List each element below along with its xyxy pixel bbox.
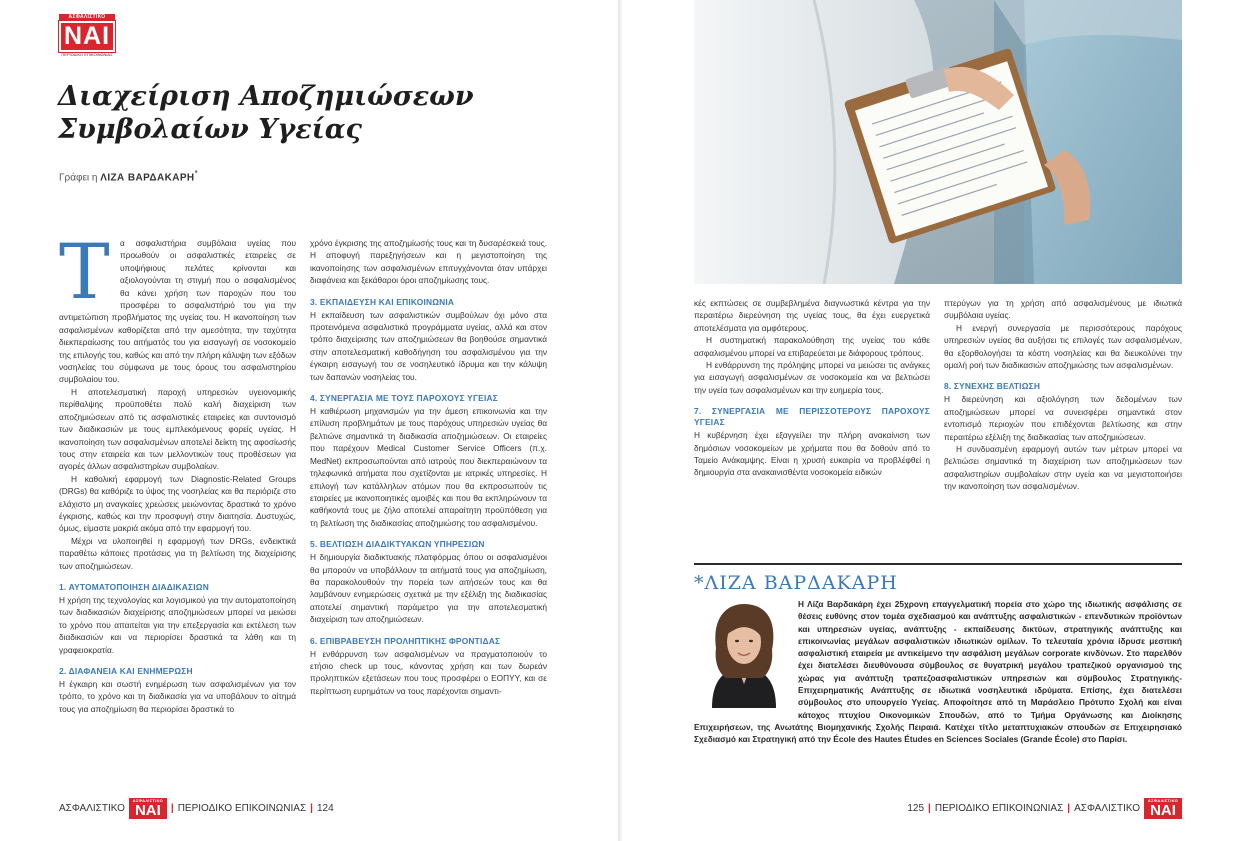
paragraph: Η ενθάρρυνση της πρόληψης μπορεί να μειώσει τις ανάγκες για εισαγωγή ασφαλισμένων σε νοσοκομεία και να βελτιώσει την υγεία των ασφαλισμένων και την ευημερία τους. bbox=[694, 360, 930, 395]
article-column-2 bbox=[310, 237, 547, 777]
title-line-2: Συμβολαίων Υγείας bbox=[58, 114, 362, 145]
paragraph: α ασφαλιστήρια συμβόλαια υγείας που προωθούν οι ασφαλιστικές εταιρείες σε υποψήφιους πελάτες κρίνονται και αξιολογούνται τη στιγμή που ο ασφαλισμένος θα κάνει χρήση των παροχών που του προσφέρει το ασφαλιστήριό του για την αντιμετώπιση προβλήματος της υγείας του. Η ικανοποίηση των ασφαλισμένων καθορίζεται από την αμεσότητα, την ταχύτητα διεκπεραίωσης του αιτήματός του για εισαγωγή σε νοσοκομείο της επιλογής του, καθώς και από την πλήρη κάλυψη των εξόδων νοσηλείας του σύμφωνα με τους όρους του ασφαλιστηρίου συμβολαίου του. bbox=[59, 238, 296, 385]
brand-logo bbox=[59, 14, 115, 58]
logo-subtitle: ΠΕΡΙΟΔΙΚΟ ΕΠΙΚΟΙΝΩΝΙΑΣ bbox=[61, 52, 113, 57]
bio-text-block bbox=[694, 598, 1182, 746]
doctor-clipboard-photo bbox=[694, 0, 1182, 284]
paragraph: Η κυβέρνηση έχει εξαγγείλει την πλήρη ανακαίνιση των δημόσιων νοσοκομείων με χρήματα που θα δοθούν από το Ταμείο Ανάκαμψης. Είναι η χρυσή ευκαιρία να προβλέφθεί η δημιουργία στα ανακαινισθέντα νοσοκομεία ειδικών bbox=[694, 430, 930, 478]
paragraph: Μέχρι να υλοποιηθεί η εφαρμογή των DRGs, ενδεικτικά παραθέτω κάποιες προτάσεις για τη βελτίωση της διαχείρισης των αποζημιώσεων. bbox=[59, 535, 296, 571]
footer-right bbox=[907, 798, 1182, 819]
photo-illustration bbox=[694, 0, 1182, 284]
footer-magazine: ΑΣΦΑΛΙΣΤΙΚΟ bbox=[59, 803, 125, 814]
article-column-3 bbox=[694, 297, 930, 557]
dropcap: Τ bbox=[59, 237, 110, 316]
section-heading: 4. ΣΥΝΕΡΓΑΣΙΑ ΜΕ ΤΟΥΣ ΠΑΡΟΧΟΥΣ ΥΓΕΙΑΣ bbox=[310, 393, 498, 404]
footer-separator: | bbox=[310, 803, 313, 814]
footer-logo-wordmark: ΝΑΙ bbox=[1144, 803, 1182, 819]
footer-magazine: ΑΣΦΑΛΙΣΤΙΚΟ bbox=[1074, 803, 1140, 814]
bio-divider bbox=[694, 563, 1182, 565]
footer-logo-superscript: ΑΣΦΑΛΙΣΤΙΚΟ bbox=[1144, 798, 1182, 803]
paragraph: Η δημιουργία διαδικτυακής πλατφόρμας όπου οι ασφαλισμένοι θα μπορούν να υποβάλλουν τα αιτήματά τους για αποζημίωση, θα παρακολουθούν την πορεία των αιτήσεών τους και θα λαμβάνουν ενημερώσεις σχετικά με την εξέλιξη της διαδικασίας αποτελεί σημαντική παράμετρο για την αποτελεσματική διαχείριση των αποζημιώσεων. bbox=[310, 552, 547, 625]
paragraph: Η διερεύνηση και αξιολόγηση των δεδομένων των αποζημιώσεων μπορεί να συνεισφέρει σημαντικά στον εντοπισμό περιοχών που επιδέχονται βελτίωσης και στην περαιτέρω εξέλιξη της διαδικασίας των αποζημιώσεων. bbox=[944, 394, 1182, 442]
paragraph: Η συστηματική παρακολούθηση της υγείας του κάθε ασφαλισμένου μπορεί να επιβαρεύεται με διάφορους τρόπους. bbox=[694, 335, 930, 358]
footer-logo-wordmark: ΝΑΙ bbox=[129, 803, 167, 819]
bio-author-name: *ΛΙΖΑ ΒΑΡΔΑΚΑΡΗ bbox=[694, 572, 898, 594]
section-heading: 3. ΕΚΠΑΙΔΕΥΣΗ ΚΑΙ ΕΠΙΚΟΙΝΩΝΙΑ bbox=[310, 296, 455, 307]
paragraph: Η καθολική εφαρμογή των Diagnostic-Related Groups (DRGs) θα καθόριζε το ύψος της νοσηλείας και θα περιόριζε στο ελάχιστο μη αναγκαίες χρεώσεις μειώνοντας δραστικά το χρόνο έγκρισης, καθώς και την προσφυγή στην διαιτησία. Δυστυχώς, όμως, είμαστε μακριά ακόμα από την εφαρμογή του. bbox=[59, 473, 296, 534]
footer-left bbox=[59, 798, 334, 819]
footer-section: ΠΕΡΙΟΔΙΚΟ ΕΠΙΚΟΙΝΩΝΙΑΣ bbox=[177, 803, 307, 814]
paragraph: Η εκπαίδευση των ασφαλιστικών συμβούλων όχι μόνο στα προτεινόμενα ασφαλιστικά προγράμματα υγείας, αλλά και στον τρόπο διαχείρισης των αποζημιώσεων θα βοηθούσε σημαντικά στην αποτελεσματική καθοδήγηση του ασφαλισμένου για την έγκαιρη εισαγωγή του σε νοσηλευτικό ίδρυμα και την κάλυψη των δαπανών νοσηλείας του. bbox=[310, 309, 547, 382]
footer-separator: | bbox=[1067, 803, 1071, 814]
paragraph: Η συνδυασμένη εφαρμογή αυτών των μέτρων μπορεί να βελτιώσει σημαντικά τη διαχείριση των αποζημιώσεων των ασφαλιστηρίων συμβολαίων στην υγεία και να μεγιστοποιήσει την ικανοποίηση των ασφαλισμένων. bbox=[944, 444, 1182, 492]
paragraph: Η χρήση της τεχνολογίας και λογισμικού για την αυτοματοποίηση των διαδικασιών διαχείρισης αποζημιώσεων μπορεί να μειώσει το χρόνο που απαιτείται για την επεξεργασία και εκτέλεση των διαδικασιών και να περιορίσει δραστικά τα λάθη και τη γραφειοκρατία. bbox=[59, 594, 296, 655]
footer-logo-superscript: ΑΣΦΑΛΙΣΤΙΚΟ bbox=[129, 798, 167, 803]
section-heading: 1. ΑΥΤΟΜΑΤΟΠΟΙΗΣΗ ΔΙΑΔΙΚΑΣΙΩΝ bbox=[59, 581, 209, 592]
footer-logo bbox=[1144, 798, 1182, 819]
article-column-4 bbox=[944, 297, 1182, 557]
paragraph: Η ενθάρρυνση των ασφαλισμένων να πραγματοποιούν το ετήσιο check up τους, κάνοντας χρήση και των δωρεάν προληπτικών εξετάσεων που τους προσφέρει ο ΕΟΠΥΥ, και σε περίπτωση ευρημάτων να τους παρέχονται σημαντι- bbox=[310, 648, 547, 696]
byline bbox=[59, 168, 198, 183]
section-heading: 7. ΣΥΝΕΡΓΑΣΙΑ ΜΕ ΠΕΡΙΣΣΟΤΕΡΟΥΣ ΠΑΡΟΧΟΥΣ ΥΓΕΙΑΣ bbox=[694, 406, 930, 428]
footer-page-number: 125 bbox=[907, 803, 925, 814]
paragraph: πτερύγων για τη χρήση από ασφαλισμένους με ιδιωτικά συμβόλαια υγείας. bbox=[944, 298, 1182, 321]
dropcap-container bbox=[59, 237, 115, 316]
byline-author: ΛΙΖΑ ΒΑΡΔΑΚΑΡΗ bbox=[100, 172, 195, 184]
bio-photo-spacer bbox=[694, 598, 798, 712]
footer-separator: | bbox=[928, 803, 931, 814]
bio-text: Η Λίζα Βαρδακάρη έχει 25χρονη επαγγελματική πορεία στο χώρο της ιδιωτικής ασφάλισης σε θέσεις ευθύνης στον τομέα σχεδιασμού και ανάπτυξης ασφαλιστικών - επενδυτικών προϊόντων και υπηρεσιών υγείας, ανάπτυξης - εκπαίδευσης δικτύων, στρατηγικής ανάπτυξης και επικοινωνίας μεγάλων ασφαλιστικών ιδιωτικών ομίλων. Το τελευταία χρόνια ίδρυσε μεσιτική ασφαλιστική εταιρεία με αντικείμενο την ασφάλιση μεγάλων corporate κινδύνων. Στο παρελθόν έχει διατελέσει διευθύνουσα σύμβουλος σε θυγατρική μεγάλου τραπεζικού οργανισμού της χώρας για ανάπτυξη τραπεζοασφαλιστικών υπηρεσιών και σύμβουλος Στρατηγικής-Επιχειρηματικής Ανάπτυξης σε ιδιωτικά νοσηλευτικά ιδρύματα. Επίσης, έχει διατελέσει σύμβουλος στο υπουργείο Υγείας. Αποφοίτησε από τη Μαράσλειο Πρότυπο Σχολή και είναι κάτοχος πτυχίου Οικονομικών Σπουδών, από το Τμήμα Οργάνωσης και Διοίκησης Επιχειρήσεων, της Ανωτάτης Βιομηχανικής Σχολής Πειραιά. Κατέχει τίτλο μεταπτυχιακών σπουδών σε Επιχειρησιακό Σχεδιασμό και Στρατηγική από την École des Hautes Études en Sciences Sociales (Grande École) στο Παρίσι. bbox=[694, 599, 1182, 745]
section-heading: 5. ΒΕΛΤΙΩΣΗ ΔΙΑΔΙΚΤΥΑΚΩΝ ΥΠΗΡΕΣΙΩΝ bbox=[310, 539, 485, 550]
byline-mark: * bbox=[194, 168, 198, 178]
section-heading: 6. ΕΠΙΒΡΑΒΕΥΣΗ ΠΡΟΛΗΠΤΙΚΗΣ ΦΡΟΝΤΙΔΑΣ bbox=[310, 635, 501, 646]
section-heading: 2. ΔΙΑΦΑΝΕΙΑ ΚΑΙ ΕΝΗΜΕΡΩΣΗ bbox=[59, 666, 193, 676]
logo-superscript: ΑΣΦΑΛΙΣΤΙΚΟ bbox=[59, 14, 115, 21]
byline-label: Γράφει η bbox=[59, 172, 98, 184]
footer-separator: | bbox=[170, 803, 174, 814]
article-title bbox=[58, 80, 478, 146]
section-heading: 8. ΣΥΝΕΧΗΣ ΒΕΛΤΙΩΣΗ bbox=[944, 381, 1041, 392]
paragraph: Η ενεργή συνεργασία με περισσότερους παρόχους υπηρεσιών υγείας θα αυξήσει τις επιλογές των ασφαλισμένων, θα εξορθολογήσει τα κόστη νοσηλείας και θα διευκολύνει την ομαλή ροή των διαδικασιών αποζημιώσης των ασφαλισμένων. bbox=[944, 322, 1182, 371]
footer-page-number: 124 bbox=[316, 803, 334, 814]
paragraph: Η αποτελεσματική παροχή υπηρεσιών υγειονομικής περίθαλψης προϋποθέτει πολύ καλή διαχείριση των αποζημιώσεων από τις ασφαλιστικές εταιρείες και συντονισμό των διαδικασιών με τους εμπλεκόμενους φορείς υγείας. Η ικανοποίηση των ασφαλισμένων αποτελεί δείκτη της αφοσίωσής τους στην εταιρεία και των μελλοντικών τους προθέσεων για αγορές άλλων ασφαλιστηρίων συμβολαίων. bbox=[59, 386, 296, 472]
logo-wordmark: ΝΑΙ bbox=[59, 21, 115, 52]
paragraph: Η έγκαιρη και σωστή ενημέρωση των ασφαλισμένων για τον τρόπο, το χρόνο και τη διαδικασία για να υποβάλουν το αίτημά τους για αποζημίωση θα περιορίσει δραστικά το bbox=[59, 679, 296, 714]
paragraph: Η καθιέρωση μηχανισμών για την άμεση επικοινωνία και την επίλυση προβλημάτων με τους παρόχους υπηρεσιών υγείας θα βελτιώνε σημαντικά τη διαδικασία αποζημιώσεων. Οι εταιρείες που παρέχουν Medical Customer Service Officers (π.χ. MedNet) εκπροσωπούνται από ιατρούς που διεκπεραιώνουν τα τηλεφωνικά αιτήματα που σχετίζονται με ιατρικές υπηρεσίες. Η επιλογή των κατάλληλων ατόμων που θα εκπροσωπούν τις εταιρείες με ικανοποιητικές αμοιβές και που θα εκπληρώνουν τα καθήκοντά τους με ζήλο αποτελεί απαραίτητη προϋπόθεση για τη βελτίωση της διαδικασίας αποζημιώσης του ασφαλισμένου. bbox=[310, 406, 547, 528]
paragraph: χρόνο έγκρισης της αποζημίωσής τους και τη δυσαρέσκειά τους. Η αποφυγή παρεξηγήσεων και η μεγιστοποίηση της ικανοποίησης των ασφαλισμένων επιτυγχάνονται όταν υπάρχει διαφάνεια και ξεκάθαροι όροι αποζημίωσης τους. bbox=[310, 238, 547, 286]
footer-logo bbox=[129, 798, 167, 819]
page-gutter bbox=[618, 0, 622, 841]
article-column-1 bbox=[59, 237, 296, 777]
paragraph: κές εκπτώσεις σε συμβεβλημένα διαγνωστικά κέντρα για την περαιτέρω διερεύνηση της υγείας τους, θα έχει ευεργετικά αποτελέσματα για αμφότερους. bbox=[694, 298, 930, 333]
title-line-1: Διαχείριση Αποζημιώσεων bbox=[58, 81, 474, 112]
footer-section: ΠΕΡΙΟΔΙΚΟ ΕΠΙΚΟΙΝΩΝΙΑΣ bbox=[934, 803, 1064, 814]
